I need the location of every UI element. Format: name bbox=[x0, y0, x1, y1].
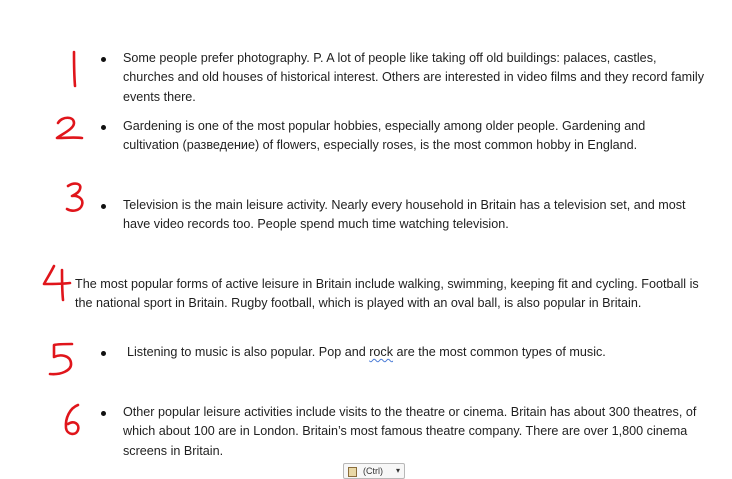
paste-options-label: (Ctrl) bbox=[363, 466, 383, 476]
paste-options-button[interactable] bbox=[343, 463, 405, 479]
bullet-marker bbox=[101, 57, 106, 62]
handwritten-number-4 bbox=[40, 262, 76, 304]
handwritten-number-5 bbox=[44, 338, 80, 380]
handwritten-number-1 bbox=[60, 48, 90, 90]
bullet-marker bbox=[101, 411, 106, 416]
music-text-start: Listening to music is also popular. Pop and bbox=[127, 345, 370, 359]
handwritten-number-6 bbox=[58, 400, 88, 440]
music-text-end: are the most common types of music. bbox=[393, 345, 606, 359]
paragraph-theatre-cinema: Other popular leisure activities include visits to the theatre or cinema. Britain has about 300 theatres, of which about 100 are in London. Britain’s most famous theatre company. There are over 1,800 cinema screens in Britain. bbox=[123, 405, 697, 458]
bullet-marker bbox=[101, 204, 106, 209]
paragraph-television: Television is the main leisure activity. Nearly every household in Britain has a television set, and most have video records too. People spend much time watching television. bbox=[123, 198, 686, 232]
clipboard-icon bbox=[348, 467, 357, 477]
paragraph-music bbox=[127, 343, 717, 362]
chevron-down-icon: ▾ bbox=[396, 466, 401, 475]
paragraph-gardening: Gardening is one of the most popular hobbies, especially among older people. Gardening and cultivation (разведение) of flowers, especially roses, is the most common hobby in England. bbox=[123, 119, 646, 153]
handwritten-number-3 bbox=[62, 180, 92, 216]
bullet-marker bbox=[101, 351, 106, 356]
paragraph-active-leisure: The most popular forms of active leisure in Britain include walking, swimming, keeping fit and cycling. Football is the national sport in Britain. Rugby football, which is played with an oval ball, is also popular in Britain. bbox=[75, 277, 699, 311]
handwritten-number-2 bbox=[52, 114, 86, 144]
spellcheck-word[interactable]: rock bbox=[369, 345, 394, 359]
bullet-marker bbox=[101, 125, 106, 130]
paragraph-photography: Some people prefer photography. P. A lot of people like taking off old buildings: palaces, castles, churches and old houses of historical interest. Others are interested in video films and they record family events there. bbox=[123, 51, 704, 104]
